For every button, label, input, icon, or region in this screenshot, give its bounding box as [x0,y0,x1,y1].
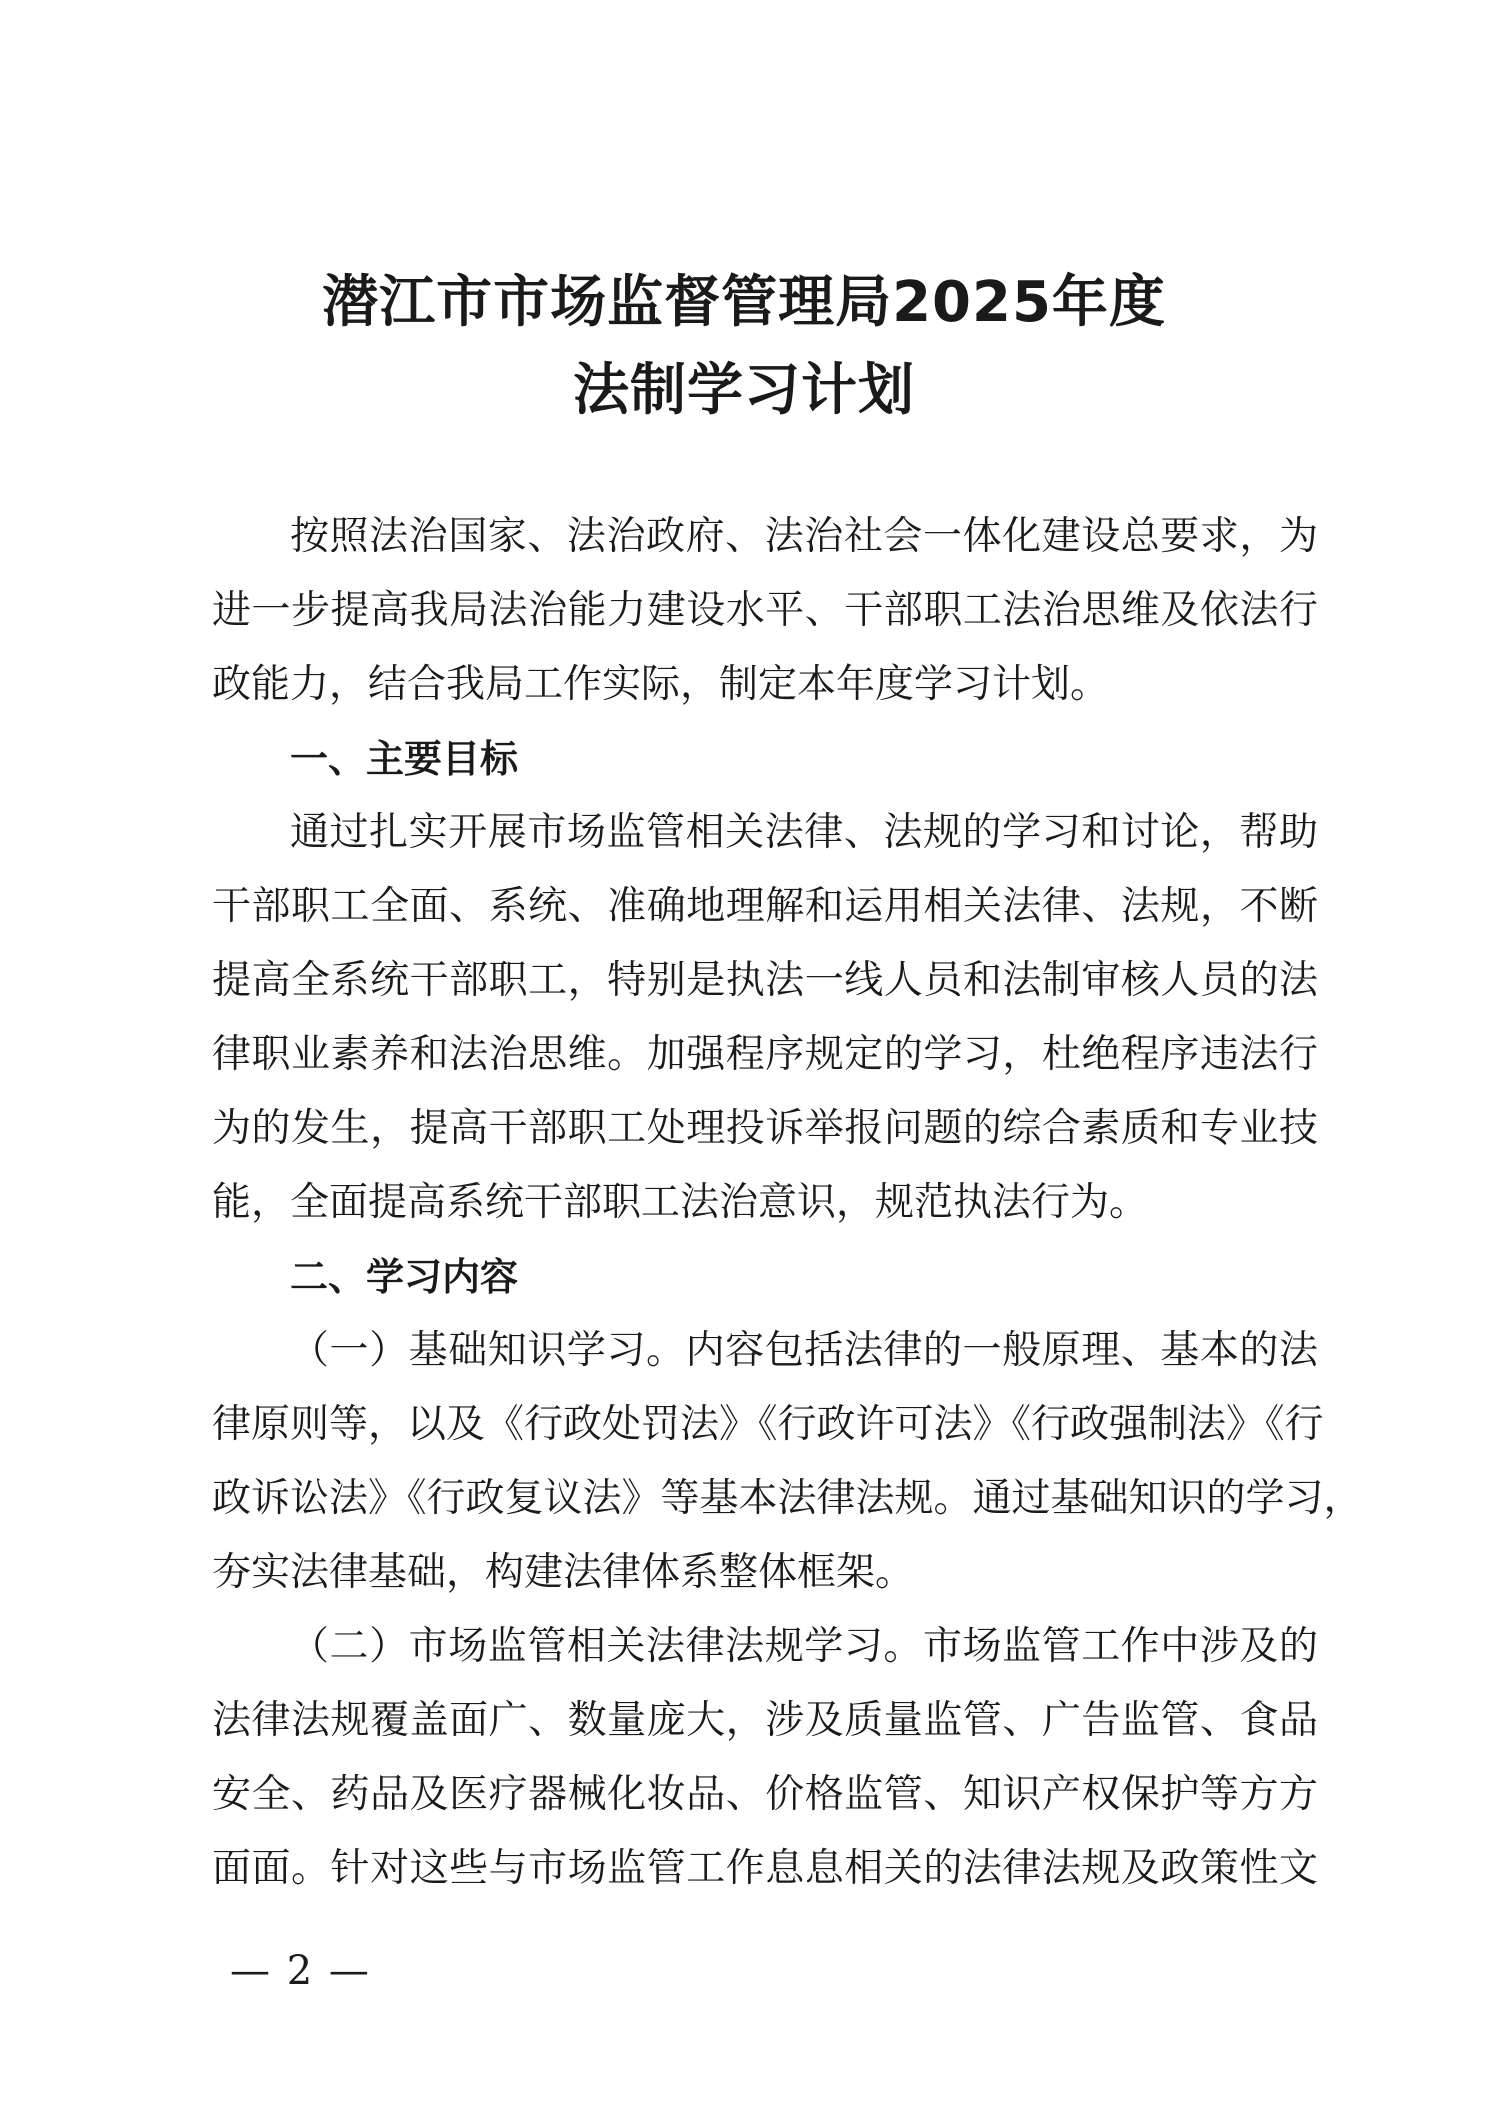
document-body [212,500,1363,1906]
document-title-line-2: 法制学习计划 [573,358,915,423]
content-item-1-line: 夯实法律基础，构建法律体系整体框架。 [212,1550,915,1595]
content-item-2-line: （二）市场监管相关法律法规学习。市场监管工作中涉及的 [290,1624,1318,1669]
goals-line: 为的发生，提高干部职工处理投诉举报问题的综合素质和专业技 [212,1106,1318,1151]
goals-line: 提高全系统干部职工，特别是执法一线人员和法制审核人员的法 [212,958,1318,1003]
content-item-2-line: 面面。针对这些与市场监管工作息息相关的法律法规及政策性文 [212,1846,1318,1891]
goals-line: 通过扎实开展市场监管相关法律、法规的学习和讨论，帮助 [290,810,1318,855]
intro-line: 按照法治国家、法治政府、法治社会一体化建设总要求，为 [290,514,1318,559]
content-item-1-line: 政诉讼法》《行政复议法》等基本法律法规。通过基础知识的学习， [212,1476,1363,1521]
goals-line: 能，全面提高系统干部职工法治意识，规范执法行为。 [212,1180,1149,1225]
goals-line: 律职业素养和法治思维。加强程序规定的学习，杜绝程序违法行 [212,1032,1318,1077]
section-heading-goals: 一、主要目标 [290,737,519,781]
content-item-1-line: 律原则等，以及《行政处罚法》《行政许可法》《行政强制法》《行 [212,1402,1324,1447]
page-number: — 2 — [230,1948,371,1994]
document-title-line-1: 潜江市市场监督管理局2025年度 [322,270,1166,335]
goals-line: 干部职工全面、系统、准确地理解和运用相关法律、法规，不断 [212,884,1318,929]
intro-line: 政能力，结合我局工作实际，制定本年度学习计划。 [212,662,1110,707]
content-item-2-line: 法律法规覆盖面广、数量庞大，涉及质量监管、广告监管、食品 [212,1698,1318,1743]
intro-line: 进一步提高我局法治能力建设水平、干部职工法治思维及依法行 [212,588,1318,633]
section-heading-content: 二、学习内容 [290,1255,519,1299]
content-item-2-line: 安全、药品及医疗器械化妆品、价格监管、知识产权保护等方方 [212,1772,1318,1817]
content-item-1-line: （一）基础知识学习。内容包括法律的一般原理、基本的法 [290,1328,1318,1373]
